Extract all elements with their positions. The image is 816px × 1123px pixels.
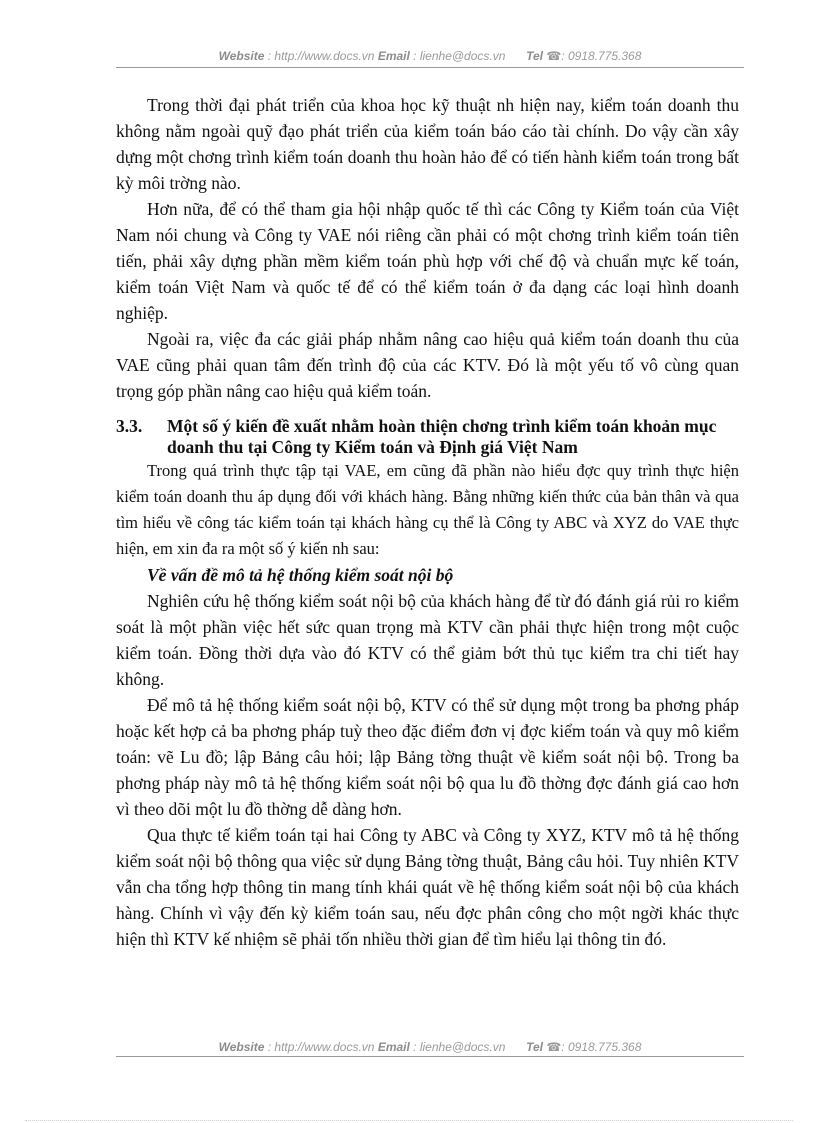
page-bottom-rule	[25, 1120, 793, 1121]
footer-email-label: Email	[377, 1040, 410, 1054]
header-website-label: Website	[218, 49, 265, 63]
header-tel-value: ☎: 0918.775.368	[546, 49, 642, 63]
body-paragraph: Nghiên cứu hệ thống kiểm soát nội bộ của khách hàng để từ đó đánh giá rủi ro kiểm soát là một phần việc hết sức quan trọng mà KTV cần phải thực hiện trong một cuộc kiểm toán. Đồng thời dựa vào đó KTV có thể giảm bớt thủ tục kiểm tra chi tiết hay không.	[116, 591, 739, 689]
page-body	[116, 92, 739, 952]
section-title: Một số ý kiến đề xuất nhằm hoàn thiện chơng trình kiểm toán khoản mục doanh thu tại Công ty Kiểm toán và Định giá Việt Nam	[167, 416, 717, 457]
section-number: 3.3.	[116, 416, 143, 436]
header-email-label: Email	[377, 49, 410, 63]
subsection-heading: Về vấn đề mô tả hệ thống kiểm soát nội bộ	[147, 565, 454, 585]
footer-website-label: Website	[218, 1040, 265, 1054]
header-email-link[interactable]: : lienhe@docs.vn	[413, 49, 506, 63]
footer-tel-label: Tel	[526, 1040, 543, 1054]
intro-paragraph: Trong quá trình thực tập tại VAE, em cũng đã phần nào hiểu đợc quy trình thực hiện kiểm toán doanh thu áp dụng đối với khách hàng. Bằng những kiến thức của bản thân và qua tìm hiểu về công tác kiểm toán tại khách hàng cụ thể là Công ty ABC và XYZ do VAE thực hiện, em xin đa ra một số ý kiến nh sau:	[116, 461, 739, 558]
body-paragraph: Trong thời đại phát triển của khoa học kỹ thuật nh hiện nay, kiểm toán doanh thu không nằm ngoài quỹ đạo phát triển của kiểm toán báo cáo tài chính. Do vậy cần xây dựng một chơng trình kiểm toán doanh thu hoàn hảo để có tiến hành kiểm toán trong bất kỳ môi trờng nào.	[116, 95, 739, 193]
body-paragraph: Qua thực tế kiểm toán tại hai Công ty ABC và Công ty XYZ, KTV mô tả hệ thống kiểm soát nội bộ thông qua việc sử dụng Bảng tờng thuật, Bảng câu hỏi. Tuy nhiên KTV vẫn cha tổng hợp thông tin mang tính khái quát về hệ thống kiểm soát nội bộ của khách hàng. Chính vì vậy đến kỳ kiểm toán sau, nếu đợc phân công cho một ngời khác thực hiện thì KTV kế nhiệm sẽ phải tốn nhiều thời gian để tìm hiểu lại thông tin đó.	[116, 825, 739, 949]
body-paragraph: Hơn nữa, để có thể tham gia hội nhập quốc tế thì các Công ty Kiểm toán của Việt Nam nói chung và Công ty VAE nói riêng cần phải có một chơng trình kiểm toán tiên tiến, phải xây dựng phần mềm kiểm toán phù hợp với chế độ và chuẩn mực kế toán, kiểm toán Việt Nam và quốc tế để có thể kiểm toán ở đa dạng các loại hình doanh nghiệp.	[116, 199, 739, 323]
header-website-link[interactable]: : http://www.docs.vn	[267, 49, 375, 63]
footer-tel-value: ☎: 0918.775.368	[546, 1040, 642, 1054]
page-footer	[116, 1040, 744, 1057]
body-paragraph: Để mô tả hệ thống kiểm soát nội bộ, KTV có thể sử dụng một trong ba phơng pháp hoặc kết hợp cả ba phơng pháp tuỳ theo đặc điểm đơn vị đợc kiểm toán và quy mô kiểm toán: vẽ Lu đồ; lập Bảng câu hỏi; lập Bảng tờng thuật về kiểm soát nội bộ. Trong ba phơng pháp này mô tả hệ thống kiểm soát nội bộ qua lu đồ thờng đợc đánh giá cao hơn vì theo dõi một lu đồ thờng dễ dàng hơn.	[116, 695, 739, 819]
footer-website-link[interactable]: : http://www.docs.vn	[267, 1040, 375, 1054]
footer-email-link[interactable]: : lienhe@docs.vn	[413, 1040, 506, 1054]
header-tel-label: Tel	[526, 49, 543, 63]
body-paragraph: Ngoài ra, việc đa các giải pháp nhằm nâng cao hiệu quả kiểm toán doanh thu của VAE cũng phải quan tâm đến trình độ của các KTV. Đó là một yếu tố vô cùng quan trọng góp phần nâng cao hiệu quả kiểm toán.	[116, 329, 739, 401]
section-heading	[116, 416, 739, 458]
page-header	[116, 49, 744, 68]
